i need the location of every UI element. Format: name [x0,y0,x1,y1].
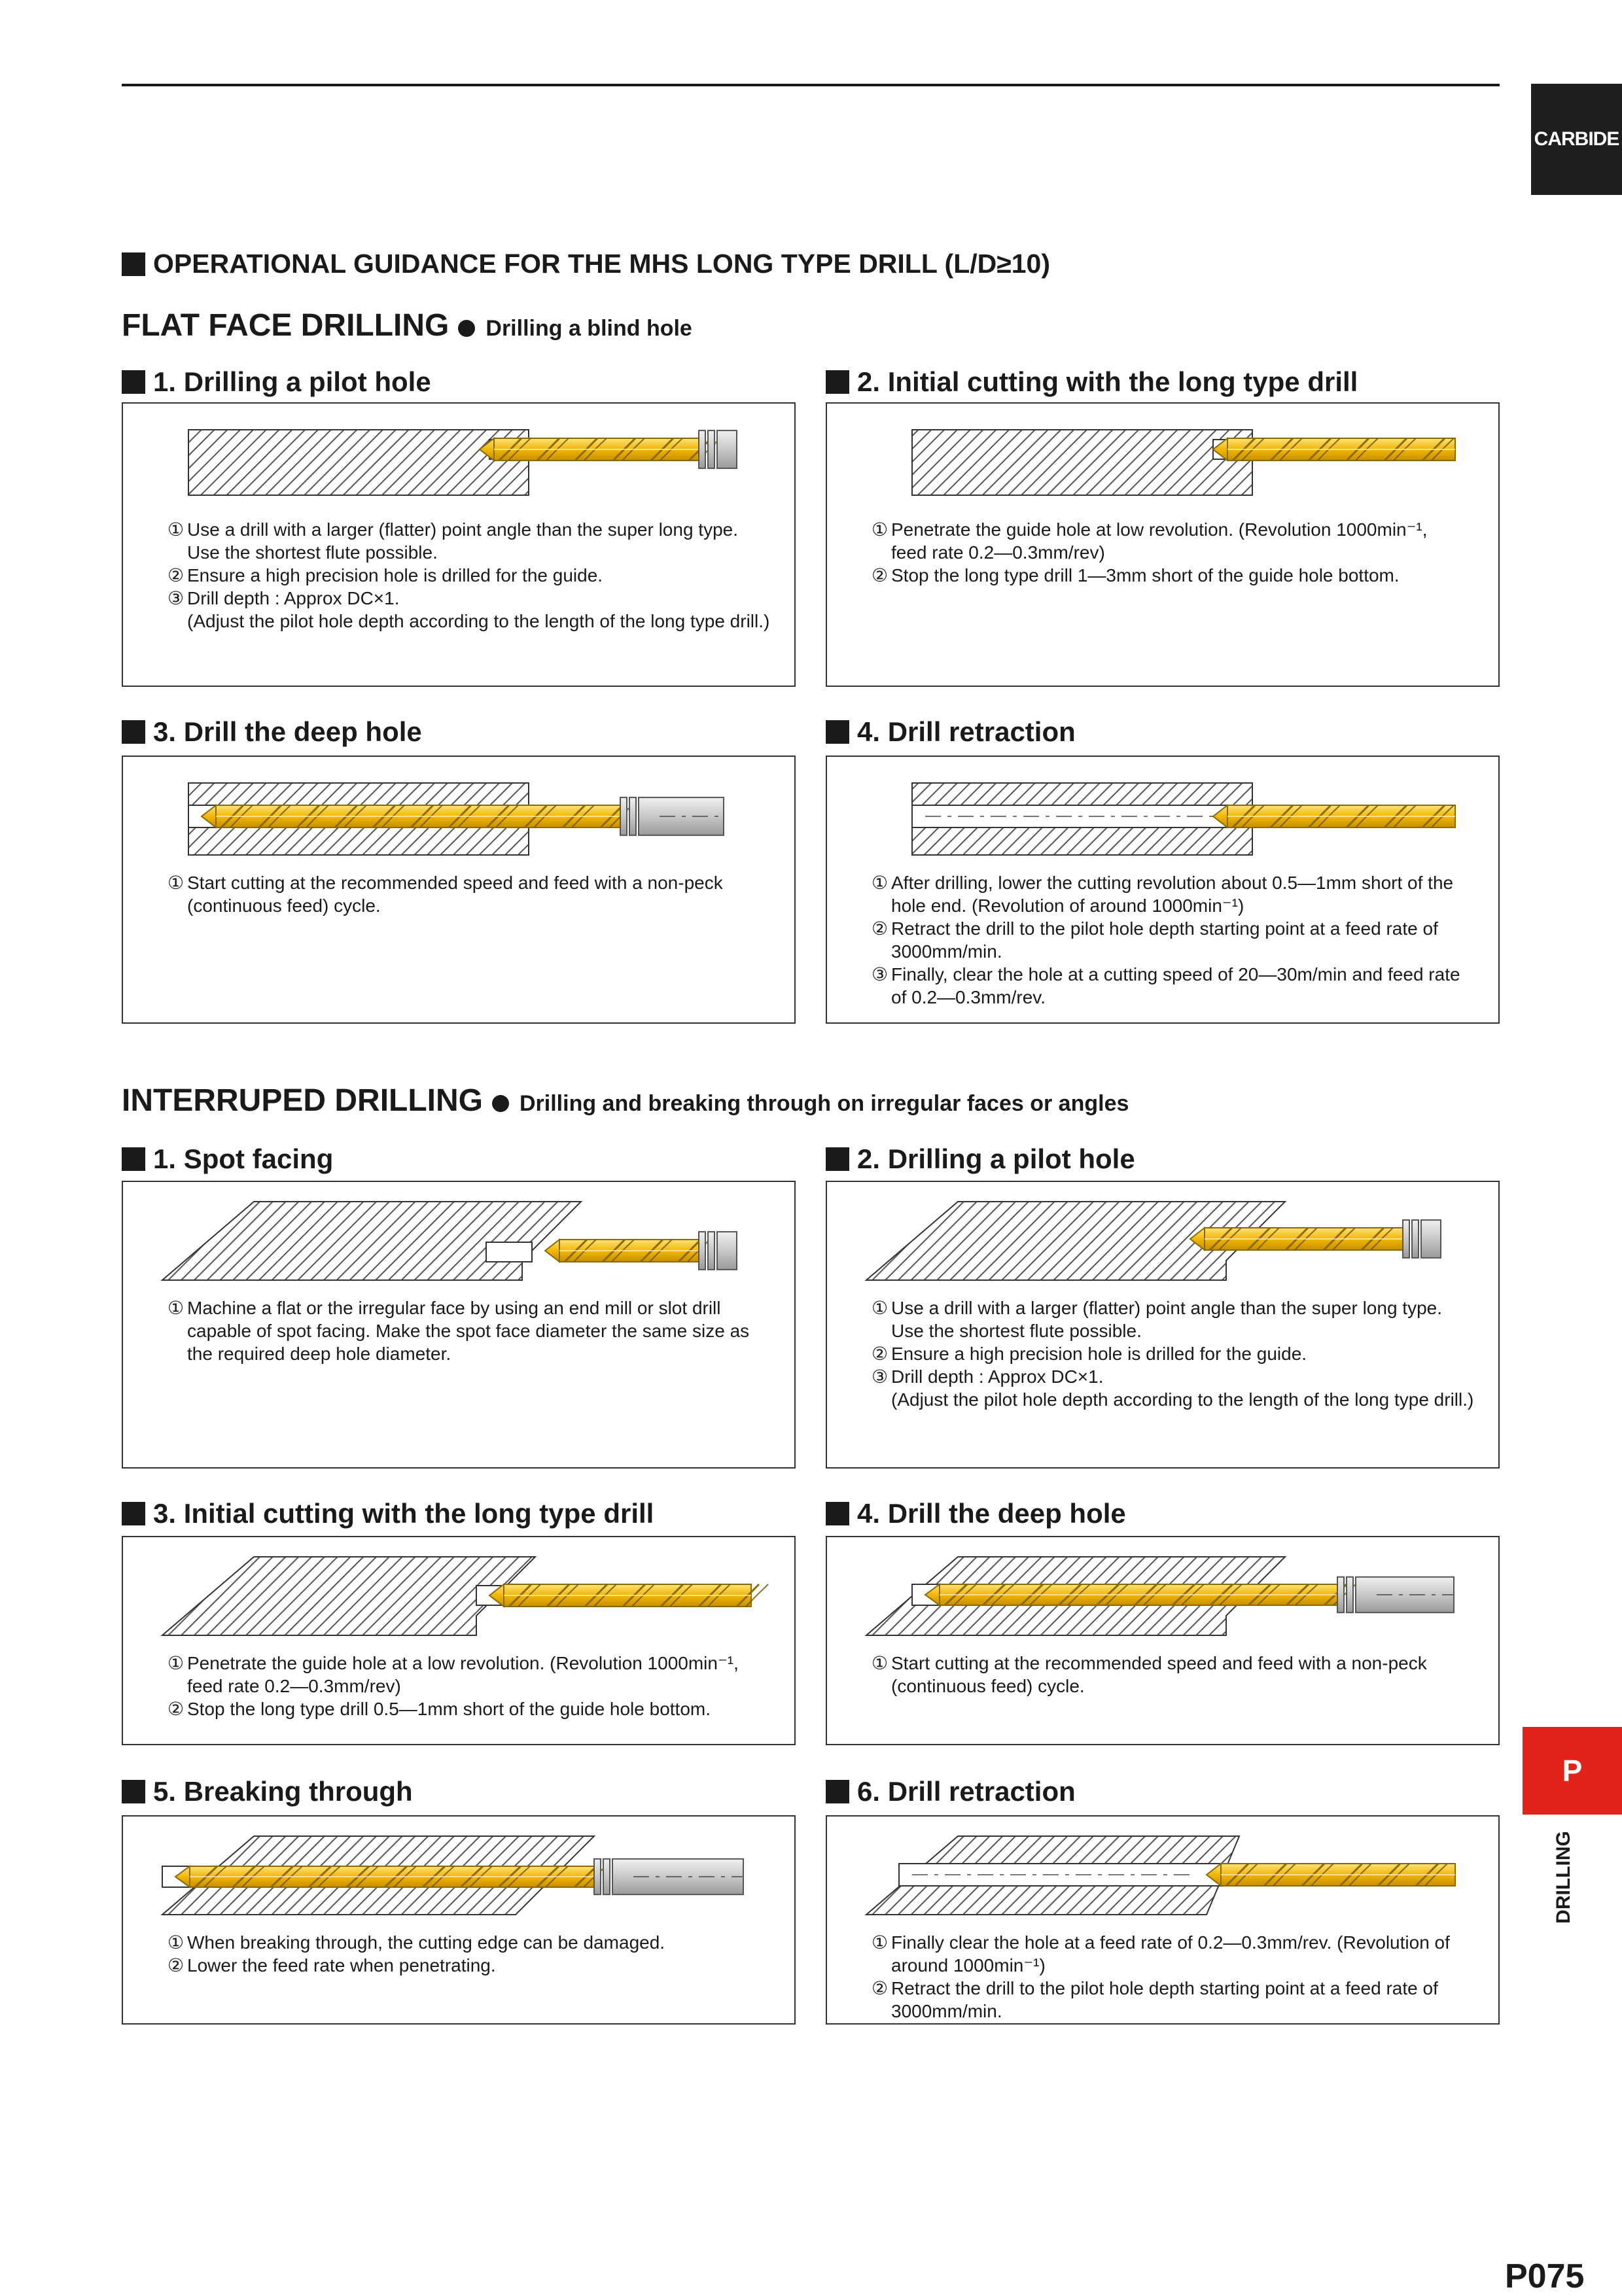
step-illustration [827,1182,1501,1293]
note-number: ① [872,873,889,893]
step-note [872,963,1487,1009]
heading-square-icon [122,370,145,394]
interrupted-subtitle: Drilling and breaking through on irregular faces or angles [520,1091,1129,1116]
note-number: ① [167,1298,185,1318]
heading-square-icon [826,370,849,394]
carbide-tab: CARBIDE [1531,84,1622,195]
step-note [167,518,783,564]
step-note [872,1977,1487,2023]
heading-square-icon [826,1147,849,1171]
flat-step-title [122,716,422,748]
note-text: Drill depth : Approx DC×1. (Adjust the pilot hole depth according to the length of the long type drill.) [187,588,770,631]
step-note [167,871,783,917]
step-notes [167,1296,783,1365]
interrupted-step-panel [826,1536,1500,1745]
note-number: ② [872,918,889,939]
note-text: Use a drill with a larger (flatter) point angle than the super long type. Use the shortest flute possible. [891,1298,1443,1341]
note-text: Stop the long type drill 0.5—1mm short of the guide hole bottom. [187,1699,711,1719]
step-note [872,564,1487,587]
step-note [167,1652,783,1697]
heading-square-icon [826,1502,849,1525]
note-text: Machine a flat or the irregular face by using an end mill or slot drill capable of spot facing. Make the spot face diameter the same size as the required deep hole diameter. [187,1298,750,1364]
flat-subtitle: Drilling a blind hole [485,316,692,341]
note-number: ① [872,1298,889,1318]
step-illustration [827,404,1501,515]
note-number: ③ [872,1366,889,1387]
note-number: ① [872,519,889,540]
interrupted-section-title [122,1083,1129,1119]
flat-step-panel [122,756,796,1024]
step-note [167,1697,783,1720]
interrupted-step-title [826,1776,1076,1807]
step-notes [872,1652,1487,1697]
flat-step-title [826,366,1358,398]
drill-graphic [545,1232,737,1270]
step-title-text: 4. Drill retraction [857,716,1076,747]
heading-square-icon [122,1147,145,1171]
step-illustration [827,757,1501,868]
flat-title: FLAT FACE DRILLING [122,308,450,343]
note-text: Finally, clear the hole at a cutting speed of 20—30m/min and feed rate of 0.2—0.3mm/rev. [891,964,1460,1007]
step-note [167,564,783,587]
note-text: Penetrate the guide hole at a low revolution. (Revolution 1000min⁻¹, feed rate 0.2—0.3mm/rev) [187,1653,739,1696]
drill-graphic [1207,1864,1455,1886]
step-note [167,1296,783,1365]
bullet-icon [458,320,475,337]
step-illustration [123,404,797,515]
note-text: After drilling, lower the cutting revolution about 0.5—1mm short of the hole end. (Revolution of around 1000min⁻¹) [891,873,1454,916]
note-text: Stop the long type drill 1—3mm short of the guide hole bottom. [891,565,1400,585]
heading-square-icon [826,1780,849,1803]
step-note [872,871,1487,917]
note-number: ② [872,1344,889,1364]
step-notes [872,1931,1487,2023]
note-number: ① [872,1932,889,1953]
step-note [167,587,783,633]
step-title-text: 1. Drilling a pilot hole [153,366,431,397]
note-number: ② [872,1978,889,1998]
bullet-icon [492,1095,509,1112]
interrupted-step-title [122,1498,654,1529]
step-notes [872,1296,1487,1411]
flat-step-panel [826,756,1500,1024]
step-title-text: 1. Spot facing [153,1143,334,1174]
step-illustration [123,757,797,868]
step-notes [167,1652,783,1720]
note-text: Start cutting at the recommended speed and feed with a non-peck (continuous feed) cycle. [891,1653,1427,1696]
drill-graphic [1213,805,1455,827]
step-note [872,917,1487,963]
step-title-text: 2. Initial cutting with the long type drill [857,366,1358,397]
step-notes [872,871,1487,1009]
step-note [872,1296,1487,1342]
step-note [872,1365,1487,1411]
interrupted-step-title [122,1776,413,1807]
note-text: Retract the drill to the pilot hole depth starting point at a feed rate of 3000mm/min. [891,1978,1438,2021]
workpiece-graphic [162,1202,581,1280]
step-title-text: 5. Breaking through [153,1776,413,1807]
flat-step-panel [826,402,1500,687]
top-rule [122,84,1500,86]
heading-square-icon [122,252,145,276]
section-letter-tab: P [1523,1727,1622,1815]
heading-square-icon [122,720,145,744]
step-notes [167,518,783,633]
step-title-text: 6. Drill retraction [857,1776,1076,1807]
step-title-text: 2. Drilling a pilot hole [857,1143,1135,1174]
note-text: Use a drill with a larger (flatter) point angle than the super long type. Use the shortest flute possible. [187,519,739,563]
step-note [167,1954,783,1977]
note-text: Start cutting at the recommended speed and feed with a non-peck (continuous feed) cycle. [187,873,723,916]
note-text: Ensure a high precision hole is drilled for the guide. [187,565,603,585]
step-title-text: 3. Drill the deep hole [153,716,422,747]
note-number: ① [167,1653,185,1673]
note-number: ② [167,1699,185,1719]
note-text: Ensure a high precision hole is drilled for the guide. [891,1344,1307,1364]
interrupted-step-title [826,1143,1135,1175]
step-title-text: 3. Initial cutting with the long type drill [153,1498,654,1529]
note-text: When breaking through, the cutting edge can be damaged. [187,1932,665,1953]
note-number: ① [872,1653,889,1673]
interrupted-step-panel [122,1181,796,1469]
heading-square-icon [122,1780,145,1803]
flat-section-title [122,307,692,343]
note-number: ① [167,519,185,540]
flat-step-title [122,366,431,398]
step-illustration [123,1182,797,1293]
note-text: Penetrate the guide hole at low revolution. (Revolution 1000min⁻¹, feed rate 0.2—0.3mm/rev) [891,519,1428,563]
step-note [872,1931,1487,1977]
page-number: P075 [1505,2257,1585,2295]
interrupted-step-panel [122,1536,796,1745]
drill-graphic [1213,438,1455,461]
step-notes [167,871,783,917]
heading-square-icon [122,1502,145,1525]
interrupted-step-title [122,1143,333,1175]
drill-graphic [489,1584,768,1607]
interrupted-step-title [826,1498,1126,1529]
interrupted-step-panel [122,1815,796,2025]
step-note [872,518,1487,564]
step-illustration [123,1537,797,1648]
note-text: Drill depth : Approx DC×1. (Adjust the pilot hole depth according to the length of the long type drill.) [891,1366,1474,1410]
note-number: ① [167,1932,185,1953]
step-notes [167,1931,783,1977]
note-number: ② [167,1955,185,1975]
step-title-text: 4. Drill the deep hole [857,1498,1126,1529]
note-number: ② [167,565,185,585]
step-note [872,1342,1487,1365]
note-number: ② [872,565,889,585]
note-text: Retract the drill to the pilot hole depth starting point at a feed rate of 3000mm/min. [891,918,1438,962]
workpiece-graphic [188,430,529,495]
section-name-text: DRILLING [1553,1831,1574,1924]
note-number: ③ [167,588,185,608]
main-heading-text: OPERATIONAL GUIDANCE FOR THE MHS LONG TYPE DRILL (L/D≥10) [153,249,1050,279]
step-note [872,1652,1487,1697]
heading-square-icon [826,720,849,744]
note-text: Finally clear the hole at a feed rate of 0.2—0.3mm/rev. (Revolution of around 1000min⁻¹) [891,1932,1450,1975]
interrupted-step-panel [826,1815,1500,2025]
flat-step-panel [122,402,796,687]
flat-step-title [826,716,1076,748]
step-illustration [827,1817,1501,1928]
workpiece-graphic [912,430,1252,495]
step-illustration [123,1817,797,1928]
note-text: Lower the feed rate when penetrating. [187,1955,496,1975]
step-note [167,1931,783,1954]
interrupted-title: INTERRUPED DRILLING [122,1083,483,1118]
step-notes [872,518,1487,587]
interrupted-step-panel [826,1181,1500,1469]
main-heading [122,249,1050,279]
section-name-tab [1544,1832,1583,1923]
note-number: ③ [872,964,889,984]
step-illustration [827,1537,1501,1648]
note-number: ① [167,873,185,893]
